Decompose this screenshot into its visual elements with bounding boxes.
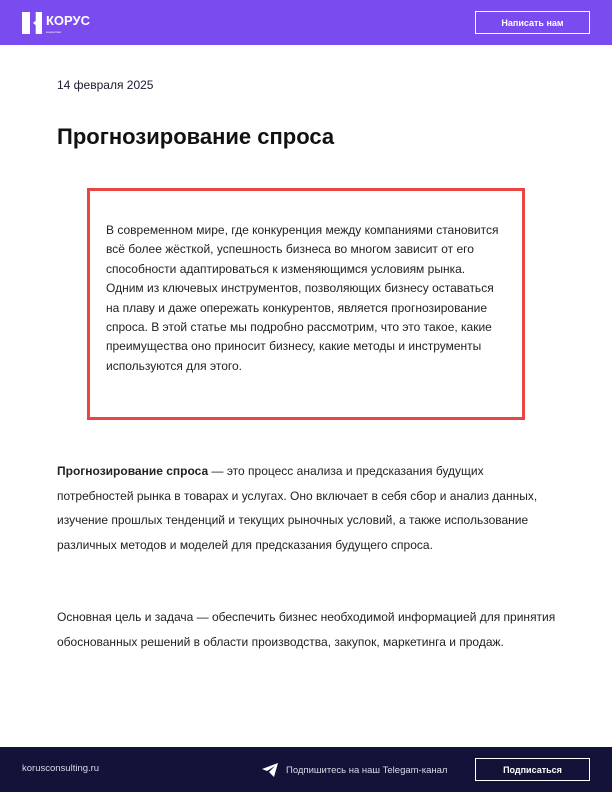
header xyxy=(0,0,612,45)
lead-paragraph: В современном мире, где конкуренция между компаниями становится всё более жёсткой, успешность бизнеса во многом зависит от его способности адаптироваться к изменяющимся условиям рынка. Одним из ключевых инструментов, позволяющих бизнесу оставаться на плаву и даже опережать конкурентов, является прогнозирование спроса. В этой статье мы подробно рассмотрим, что это такое, какие преимущества оно приносит бизнесу, какие методы и инструменты используются для этого. xyxy=(87,188,525,420)
site-link[interactable]: korusconsulting.ru xyxy=(22,763,100,774)
logo[interactable] xyxy=(22,12,90,34)
definition-term: Прогнозирование спроса xyxy=(57,464,209,478)
footer xyxy=(0,747,612,792)
paragraph-definition xyxy=(57,459,557,557)
subscribe-button[interactable]: Подписаться xyxy=(475,758,590,781)
telegram-link[interactable] xyxy=(262,763,447,777)
write-us-button[interactable]: Написать нам xyxy=(475,11,590,34)
article-date: 14 февраля 2025 xyxy=(57,78,154,92)
telegram-icon xyxy=(262,763,278,777)
definition-text: — это процесс анализа и предсказания будущих потребностей рынка в товарах и услугах. Оно включает в себя сбор и анализ данных, изучение прошлых тенденций и текущих рыночных условий, а также использование различных методов и моделей для предсказания будущего спроса. xyxy=(57,464,538,552)
logo-mark-icon xyxy=(22,12,42,34)
page-title: Прогнозирование спроса xyxy=(57,124,335,149)
telegram-text: Подпишитесь на наш Telegam-канал xyxy=(286,764,448,776)
logo-text: КОРУС xyxy=(46,13,91,28)
logo-subtext: консалтинг xyxy=(46,30,62,34)
paragraph-goal: Основная цель и задача — обеспечить бизнес необходимой информацией для принятия обоснованных решений в области производства, закупок, маркетинга и продаж. xyxy=(57,610,556,649)
